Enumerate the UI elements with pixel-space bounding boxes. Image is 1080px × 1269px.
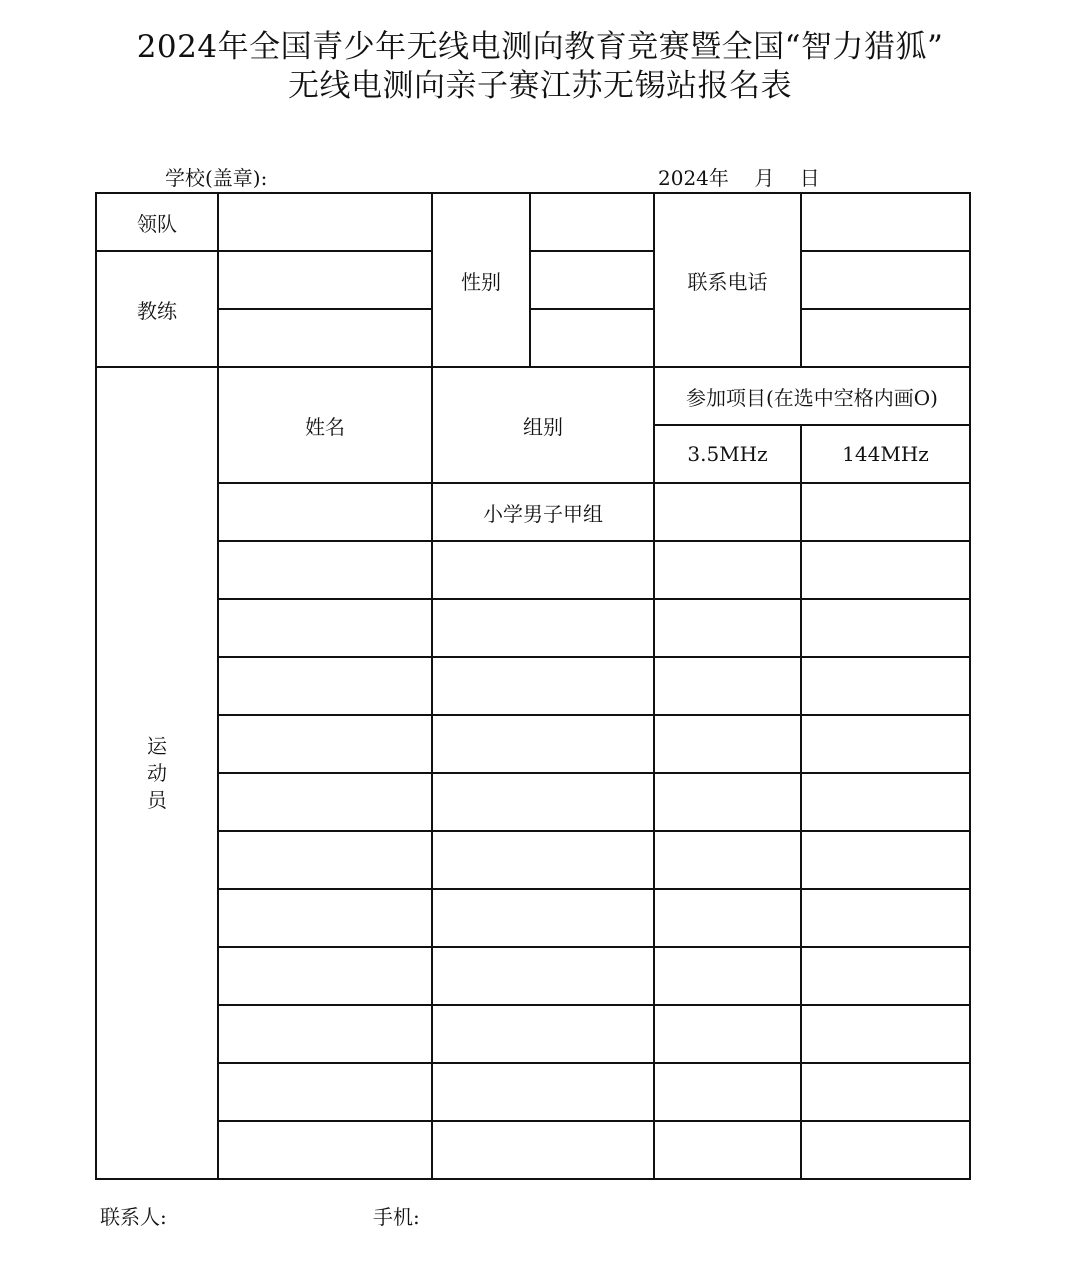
athlete-name-cell[interactable] xyxy=(218,889,432,947)
event-144mhz-header: 144MHz xyxy=(801,425,970,483)
athlete-group-cell[interactable] xyxy=(432,947,654,1005)
registration-table xyxy=(95,192,971,1180)
event-144mhz-cell[interactable] xyxy=(801,1121,970,1179)
coach-2-gender-cell[interactable] xyxy=(530,309,654,367)
athlete-row xyxy=(96,1063,970,1121)
phone-label: 联系电话 xyxy=(654,193,801,367)
event-144mhz-cell[interactable] xyxy=(801,773,970,831)
athlete-name-cell[interactable] xyxy=(218,1063,432,1121)
athlete-row xyxy=(96,1121,970,1179)
coach-1-phone-cell[interactable] xyxy=(801,251,970,309)
athlete-group-cell[interactable] xyxy=(432,599,654,657)
event-144mhz-cell[interactable] xyxy=(801,483,970,541)
athlete-row xyxy=(96,889,970,947)
events-header: 参加项目(在选中空格内画O) xyxy=(654,367,970,425)
event-3-5mhz-cell[interactable] xyxy=(654,1121,801,1179)
leader-name-cell[interactable] xyxy=(218,193,432,251)
athlete-group-cell[interactable] xyxy=(432,831,654,889)
athlete-name-cell[interactable] xyxy=(218,541,432,599)
athlete-label-char-1: 运 xyxy=(147,733,167,758)
contact-person-label: 联系人: xyxy=(100,1205,167,1229)
event-3-5mhz-cell[interactable] xyxy=(654,657,801,715)
event-3-5mhz-cell[interactable] xyxy=(654,1063,801,1121)
event-144mhz-cell[interactable] xyxy=(801,947,970,1005)
athlete-row xyxy=(96,657,970,715)
athlete-name-cell[interactable] xyxy=(218,657,432,715)
event-3-5mhz-cell[interactable] xyxy=(654,541,801,599)
event-3-5mhz-cell[interactable] xyxy=(654,715,801,773)
mobile-label: 手机: xyxy=(373,1205,420,1229)
athlete-group-cell[interactable] xyxy=(432,715,654,773)
date-label: 2024年 月 日 xyxy=(658,166,820,190)
athlete-label-char-2: 动 xyxy=(147,760,167,785)
event-144mhz-cell[interactable] xyxy=(801,831,970,889)
athlete-row xyxy=(96,1005,970,1063)
athlete-row xyxy=(96,541,970,599)
athlete-name-cell[interactable] xyxy=(218,831,432,889)
event-144mhz-cell[interactable] xyxy=(801,889,970,947)
group-header: 组别 xyxy=(432,367,654,483)
event-144mhz-cell[interactable] xyxy=(801,657,970,715)
event-144mhz-cell[interactable] xyxy=(801,1005,970,1063)
athlete-name-cell[interactable] xyxy=(218,1005,432,1063)
event-144mhz-cell[interactable] xyxy=(801,541,970,599)
event-3-5mhz-cell[interactable] xyxy=(654,889,801,947)
athlete-row xyxy=(96,773,970,831)
form-title-line-2: 无线电测向亲子赛江苏无锡站报名表 xyxy=(288,68,792,104)
name-header: 姓名 xyxy=(218,367,432,483)
athlete-label xyxy=(96,367,218,1179)
school-seal-label: 学校(盖章): xyxy=(165,166,268,190)
athlete-label-char-3: 员 xyxy=(147,787,167,812)
event-3-5mhz-cell[interactable] xyxy=(654,947,801,1005)
athlete-row xyxy=(96,715,970,773)
coach-label: 教练 xyxy=(96,251,218,367)
athlete-group-cell[interactable] xyxy=(432,773,654,831)
athlete-group-cell[interactable]: 小学男子甲组 xyxy=(432,483,654,541)
athlete-group-cell[interactable] xyxy=(432,657,654,715)
event-144mhz-cell[interactable] xyxy=(801,715,970,773)
leader-label: 领队 xyxy=(96,193,218,251)
athlete-row xyxy=(96,599,970,657)
event-3-5mhz-cell[interactable] xyxy=(654,483,801,541)
leader-phone-cell[interactable] xyxy=(801,193,970,251)
event-3-5mhz-cell[interactable] xyxy=(654,1005,801,1063)
event-3-5mhz-cell[interactable] xyxy=(654,599,801,657)
form-title-line-1: 2024年全国青少年无线电测向教育竞赛暨全国“智力猎狐” xyxy=(136,29,944,65)
event-3-5mhz-cell[interactable] xyxy=(654,773,801,831)
athlete-group-cell[interactable] xyxy=(432,1121,654,1179)
event-144mhz-cell[interactable] xyxy=(801,599,970,657)
coach-1-name-cell[interactable] xyxy=(218,251,432,309)
athlete-name-cell[interactable] xyxy=(218,947,432,1005)
athlete-name-cell[interactable] xyxy=(218,1121,432,1179)
athlete-name-cell[interactable] xyxy=(218,483,432,541)
gender-label: 性别 xyxy=(432,193,530,367)
leader-gender-cell[interactable] xyxy=(530,193,654,251)
athlete-row xyxy=(96,947,970,1005)
event-3-5mhz-header: 3.5MHz xyxy=(654,425,801,483)
athlete-group-cell[interactable] xyxy=(432,541,654,599)
coach-2-name-cell[interactable] xyxy=(218,309,432,367)
athlete-row xyxy=(96,483,970,541)
event-144mhz-cell[interactable] xyxy=(801,1063,970,1121)
athlete-group-cell[interactable] xyxy=(432,889,654,947)
athlete-name-cell[interactable] xyxy=(218,599,432,657)
event-3-5mhz-cell[interactable] xyxy=(654,831,801,889)
athlete-group-cell[interactable] xyxy=(432,1005,654,1063)
athlete-row xyxy=(96,831,970,889)
coach-2-phone-cell[interactable] xyxy=(801,309,970,367)
athlete-name-cell[interactable] xyxy=(218,773,432,831)
athlete-name-cell[interactable] xyxy=(218,715,432,773)
athlete-group-cell[interactable] xyxy=(432,1063,654,1121)
coach-1-gender-cell[interactable] xyxy=(530,251,654,309)
